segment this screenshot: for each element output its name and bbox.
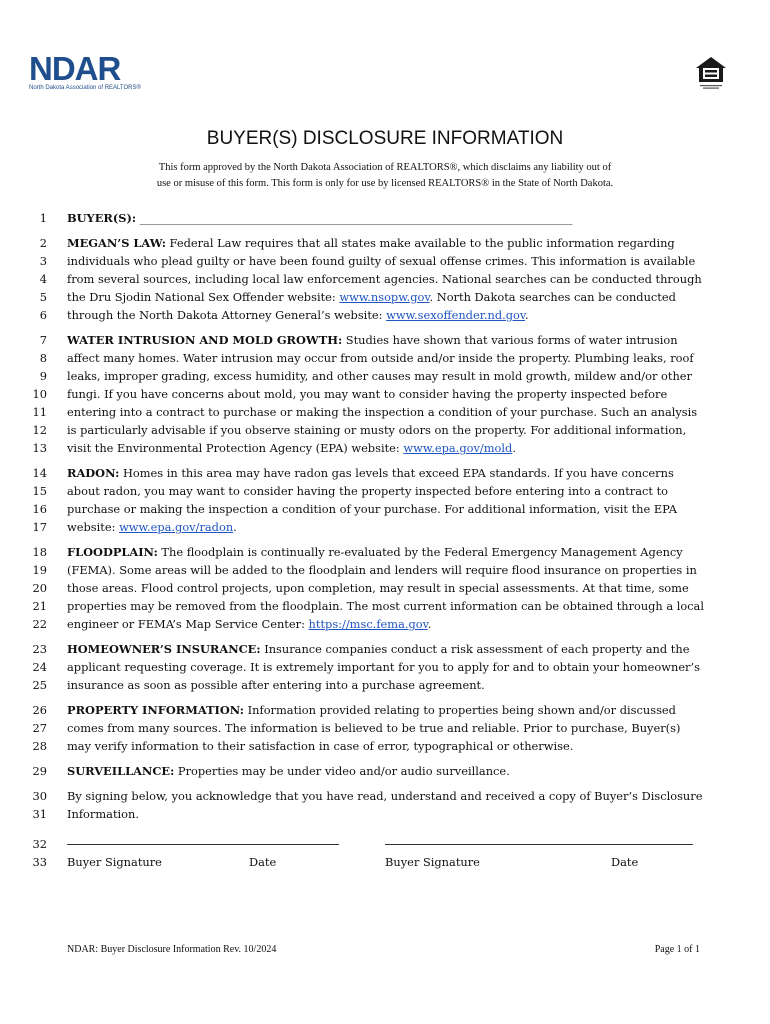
line-number: 17: [32, 520, 47, 534]
epa-mold-link[interactable]: www.epa.gov/mold: [403, 441, 513, 455]
buyer-signature-label-1: Buyer Signature: [67, 855, 162, 869]
line-number: 14: [32, 466, 47, 480]
line-26: 26 PROPERTY INFORMATION: Information provided relating to properties being shown and/or discussed: [32, 703, 676, 717]
line-1: [0, 209, 770, 227]
line-32: [0, 835, 770, 853]
line-14: 14 RADON: Homes in this area may have radon gas levels that exceed EPA standards. If you have concerns: [32, 466, 674, 480]
line-24: 24 applicant requesting coverage. It is extremely important for you to apply for and to obtain your homeowner’s: [32, 660, 700, 674]
line-23: 23 HOMEOWNER’S INSURANCE: Insurance companies conduct a risk assessment of each property and the: [32, 642, 690, 656]
line-number: 21: [32, 599, 47, 613]
line-25: 25 insurance as soon as possible after entering into a purchase agreement.: [32, 678, 485, 692]
date-label-2: Date: [611, 855, 639, 869]
line-28: 28 may verify information to their satisfaction in case of error, typographical or otherwise.: [32, 739, 574, 753]
line-12: 12 is particularly advisable if you observe staining or musty odors on the property. For additional information,: [32, 423, 687, 437]
line-29: 29 SURVEILLANCE: Properties may be under video and/or audio surveillance.: [32, 764, 510, 778]
line-number: 24: [32, 660, 47, 674]
radon-heading: RADON:: [67, 466, 120, 480]
floodplain-heading: FLOODPLAIN:: [67, 545, 158, 559]
line-number: 33: [32, 855, 47, 869]
line-7: 7 WATER INTRUSION AND MOLD GROWTH: Studies have shown that various forms of water intrusion: [39, 333, 678, 347]
line-number: 10: [32, 387, 47, 401]
page-footer: [67, 944, 700, 955]
equal-housing-opportunity-icon: [694, 55, 728, 95]
line-number: 13: [32, 441, 47, 455]
property-info-heading: PROPERTY INFORMATION:: [67, 703, 245, 717]
line-10: 10 fungi. If you have concerns about mold, you may want to consider having the property inspected before: [32, 387, 668, 401]
line-number: 20: [32, 581, 47, 595]
line-3: 3 individuals who plead guilty or have been found guilty of sexual offense crimes. This information is available: [39, 254, 696, 268]
disclosure-body: [0, 209, 770, 871]
page-title: BUYER(S) DISCLOSURE INFORMATION: [206, 128, 564, 149]
line-20: 20 those areas. Flood control projects, upon completion, may result in special assessments. At that time, some: [32, 581, 689, 595]
line-number: 15: [32, 484, 47, 498]
line-number: 5: [39, 290, 47, 304]
line-number: 19: [32, 563, 47, 577]
line-number: 25: [32, 678, 47, 692]
line-number: 12: [32, 423, 47, 437]
sexoffender-link[interactable]: www.sexoffender.nd.gov: [386, 308, 525, 322]
ndar-logo: [29, 52, 141, 91]
line-number: 30: [32, 789, 47, 803]
line-17: 17 website: www.epa.gov/radon.: [32, 520, 237, 534]
line-6: 6 through the North Dakota Attorney General’s website: www.sexoffender.nd.gov.: [39, 308, 529, 322]
line-number: 16: [32, 502, 47, 516]
notice-line-1: This form approved by the North Dakota Association of REALTORS®, which disclaims any liability out of: [158, 162, 612, 173]
line-number: 9: [39, 369, 47, 383]
line-11: 11 entering into a contract to purchase or making the inspection a condition of your purchase. Such an analysis: [32, 405, 698, 419]
line-number: 8: [39, 351, 47, 365]
buyers-field[interactable]: ____________________________________________________________________________: [139, 211, 573, 225]
logo-text: NDAR: [29, 50, 121, 87]
line-30: 30 By signing below, you acknowledge that you have read, understand and received a copy of Buyer’s Disclosure: [32, 789, 703, 803]
line-33: [0, 853, 770, 871]
line-number: 22: [32, 617, 47, 631]
line-number: 11: [32, 405, 47, 419]
line-number: 26: [32, 703, 47, 717]
line-22: 22 engineer or FEMA’s Map Service Center: https://msc.fema.gov.: [32, 617, 432, 631]
page-number: Page 1 of 1: [654, 944, 700, 955]
line-21: 21 properties may be removed from the floodplain. The most current information can be obtained through a local: [32, 599, 704, 613]
buyers-label: BUYER(S):: [67, 211, 137, 225]
line-15: 15 about radon, you may want to consider having the property inspected before entering into a contract to: [32, 484, 669, 498]
line-16: 16 purchase or making the inspection a condition of your purchase. For additional information, visit the EPA: [32, 502, 678, 516]
line-9: 9 leaks, improper grading, excess humidity, and other causes may result in mold growth, mildew and/or other: [39, 369, 692, 383]
line-18: 18 FLOODPLAIN: The floodplain is continually re-evaluated by the Federal Emergency Management Agency: [32, 545, 683, 559]
line-number: 7: [39, 333, 47, 347]
fema-link[interactable]: https://msc.fema.gov: [308, 617, 428, 631]
line-number: 31: [32, 807, 47, 821]
buyer-signature-line-1[interactable]: [67, 832, 339, 845]
buyer-signature-label-2: Buyer Signature: [385, 855, 480, 869]
insurance-heading: HOMEOWNER’S INSURANCE:: [67, 642, 261, 656]
epa-radon-link[interactable]: www.epa.gov/radon: [119, 520, 234, 534]
line-number: 32: [32, 837, 47, 851]
line-number: 23: [32, 642, 47, 656]
megans-law-heading: MEGAN’S LAW:: [67, 236, 166, 250]
line-number: 18: [32, 545, 47, 559]
line-number: 27: [32, 721, 47, 735]
form-approval-notice: [120, 160, 650, 192]
line-number: 1: [39, 211, 47, 225]
line-31: 31 Information.: [32, 807, 139, 821]
line-4: 4 from several sources, including local law enforcement agencies. National searches can be conducted through: [39, 272, 702, 286]
logo-subtitle: North Dakota Association of REALTORS®: [29, 85, 141, 91]
date-label-1: Date: [249, 855, 277, 869]
line-2: 2 MEGAN’S LAW: Federal Law requires that all states make available to the public information regarding: [39, 236, 675, 250]
line-13: 13 visit the Environmental Protection Agency (EPA) website: www.epa.gov/mold.: [32, 441, 516, 455]
notice-line-2: use or misuse of this form. This form is only for use by licensed REALTORS® in the State of North Dakota.: [156, 178, 614, 189]
surveillance-heading: SURVEILLANCE:: [67, 764, 175, 778]
line-19: 19 (FEMA). Some areas will be added to the floodplain and lenders will require flood insurance on properties in: [32, 563, 697, 577]
line-number: 4: [39, 272, 47, 286]
line-27: 27 comes from many sources. The information is believed to be true and reliable. Prior to purchase, Buyer(s): [32, 721, 681, 735]
line-number: 2: [39, 236, 47, 250]
form-revision: NDAR: Buyer Disclosure Information Rev. 10/2024: [67, 944, 277, 955]
line-number: 6: [39, 308, 47, 322]
line-number: 3: [39, 254, 47, 268]
buyer-signature-line-2[interactable]: [385, 832, 693, 845]
line-number: 29: [32, 764, 47, 778]
line-8: 8 affect many homes. Water intrusion may occur from outside and/or inside the property. Plumbing leaks, roof: [39, 351, 694, 365]
water-intrusion-heading: WATER INTRUSION AND MOLD GROWTH:: [67, 333, 343, 347]
line-number: 28: [32, 739, 47, 753]
line-5: 5 the Dru Sjodin National Sex Offender website: www.nsopw.gov. North Dakota searches can be conducted: [39, 290, 676, 304]
nsopw-link[interactable]: www.nsopw.gov: [339, 290, 430, 304]
